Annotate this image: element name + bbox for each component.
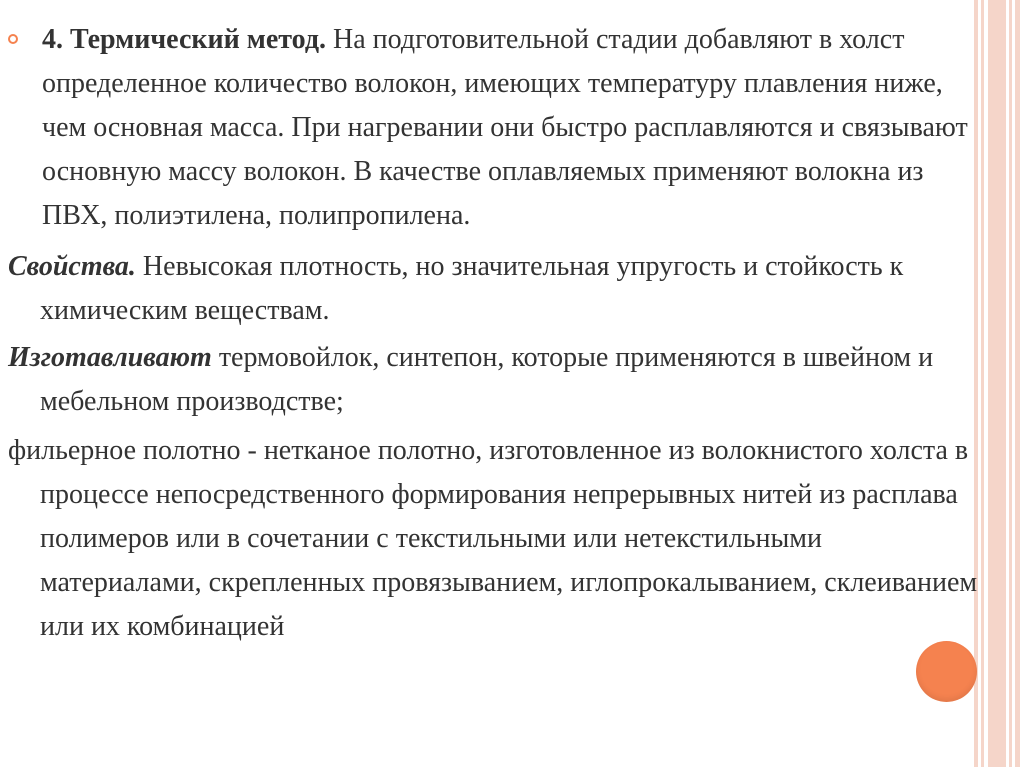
slide-body [8,18,983,649]
paragraph-heading: Изготавливают [8,342,212,373]
decorative-circle [916,641,977,702]
paragraph-heading: 4. Термический метод. [42,24,327,55]
stripe [988,0,1006,767]
bullet-icon [8,34,18,44]
stripe [1009,0,1012,767]
paragraph-text: термовойлок, синтепон, которые применяются в швейном и мебельном производстве; [40,342,934,417]
paragraph-text: Невысокая плотность, но значительная упругость и стойкость к химическим веществам. [40,251,904,326]
stripe [1015,0,1020,767]
paragraph-text: фильерное полотно - нетканое полотно, изготовленное из волокнистого холста в процессе непосредственного формирования непрерывных нитей из расплава полимеров или в сочетании с текстильными или нетекстильными материалами, скрепленных провязыванием, иглопрокалыванием, склеиванием или их комбинацией [8,435,978,642]
paragraph-heading: Свойства. [8,251,136,282]
paragraph-spunbond [8,429,983,649]
paragraph-text: На подготовительной стадии добавляют в холст определенное количество волокон, имеющих температуру плавления ниже, чем основная масса. При нагревании они быстро расплавляются и связывают основную массу волокон. В качестве оплавляемых применяют волокна из ПВХ, полиэтилена, полипропилена. [42,24,968,231]
paragraph-properties [8,245,983,333]
paragraph-products [8,336,983,424]
paragraph-thermal-method [8,18,983,238]
